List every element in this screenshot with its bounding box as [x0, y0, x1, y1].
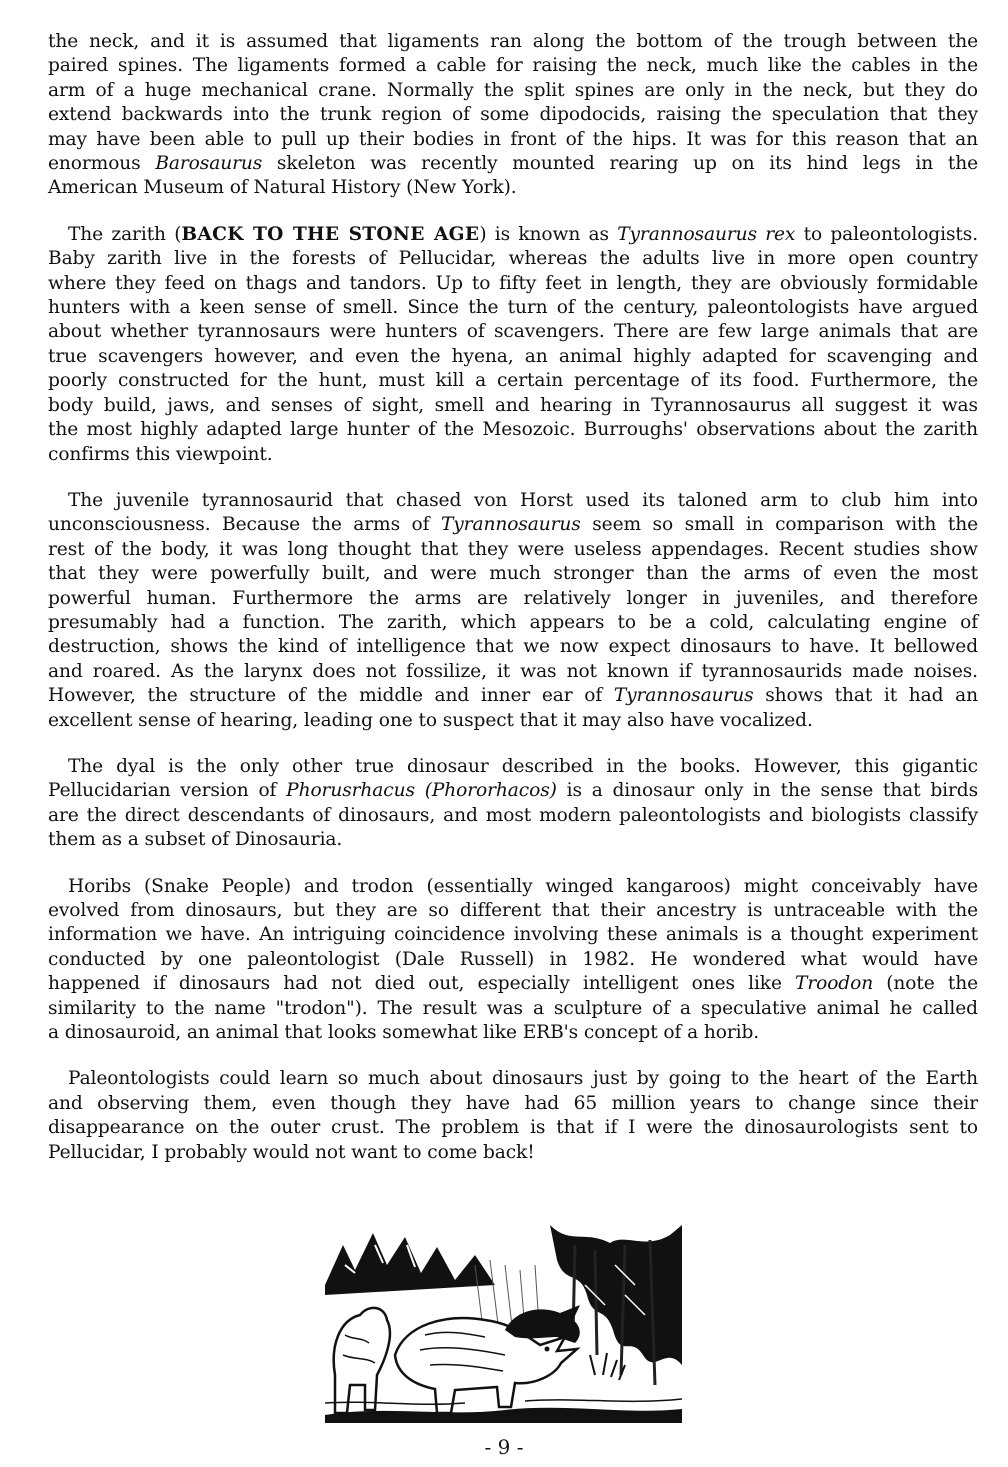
book-title: BACK TO THE STONE AGE: [181, 223, 480, 245]
text-line: and roared. As the larynx does not fossilize, it was not known if tyrannosaurids made noises.: [48, 660, 978, 682]
body-text: [48, 30, 978, 1165]
text-line: Horibs (Snake People) and trodon (essentially winged kangaroos) might conceivably have: [68, 875, 978, 897]
italic-term: Phorusrhacus (Phororhacos): [286, 780, 557, 802]
text-line: the neck, and it is assumed that ligaments ran along the bottom of the trough between the: [48, 31, 978, 52]
text-line: similarity to the name "trodon"). The result was a sculpture of a speculative animal he called: [48, 997, 978, 1019]
text-line: and observing them, even though they have had 65 million years to change since their: [48, 1092, 978, 1114]
text-line: hunters with a keen sense of smell. Since the turn of the century, paleontologists have argued: [48, 297, 978, 319]
text-line: Paleontologists could learn so much about dinosaurs just by going to the heart of the Earth: [68, 1068, 978, 1090]
text-line: Pellucidarian version of Phorusrhacus (Phororhacos) is a dinosaur only in the sense that birds: [48, 780, 979, 802]
text-line: presumably had a function. The zarith, which appears to be a cold, calculating engine of: [48, 611, 978, 633]
text-line: true scavengers however, and even the hyena, an animal highly adapted for scavenging and: [48, 345, 978, 367]
text-line: arm of a huge mechanical crane. Normally the split spines are only in the neck, but they do: [48, 79, 978, 101]
paragraph: [48, 1067, 978, 1165]
text-line: The zarith (BACK TO THE STONE AGE) is known as Tyrannosaurus rex to paleontologists.: [68, 223, 979, 245]
dinosaur-illustration: [325, 1225, 682, 1423]
italic-term: Barosaurus: [155, 153, 263, 175]
paragraph: [48, 755, 978, 853]
text-line: information we have. An intriguing coincidence involving these animals is a thought experiment: [48, 924, 978, 946]
text-line: conducted by one paleontologist (Dale Russell) in 1982. He wondered what would have: [48, 948, 978, 970]
italic-term: Tyrannosaurus rex: [617, 223, 796, 245]
text-line: confirms this viewpoint.: [48, 443, 273, 465]
italic-term: Tyrannosaurus: [440, 514, 581, 536]
text-line: powerful human. Furthermore the arms are relatively longer in juveniles, and therefore: [48, 587, 978, 609]
paragraph: [48, 489, 978, 733]
text-line: evolved from dinosaurs, but they are so different that their ancestry is untraceable with the: [48, 900, 978, 921]
text-line: excellent sense of hearing, leading one to suspect that it may also have vocalized.: [48, 709, 813, 731]
text-line: enormous Barosaurus skeleton was recently mounted rearing up on its hind legs in the: [48, 153, 978, 175]
text-line: about whether tyrannosaurs were hunters of scavengers. There are few large animals that are: [48, 321, 978, 343]
text-line: are the direct descendants of dinosaurs, and most modern paleontologists and biologists classify: [48, 804, 978, 826]
text-line: them as a subset of Dinosauria.: [48, 829, 343, 851]
text-line: a dinosauroid, an animal that looks somewhat like ERB's concept of a horib.: [48, 1022, 760, 1044]
text-line: Pellucidar, I probably would not want to come back!: [48, 1141, 535, 1163]
text-line: the most highly adapted large hunter of the Mesozoic. Burroughs' observations about the zarith: [48, 419, 978, 441]
text-line: American Museum of Natural History (New York).: [48, 177, 517, 199]
text-line: happened if dinosaurs had not died out, especially intelligent ones like Troodon (note the: [48, 973, 978, 995]
italic-term: Tyrannosaurus: [613, 685, 754, 707]
paragraph: [48, 30, 978, 201]
text-line: The dyal is the only other true dinosaur described in the books. However, this gigantic: [68, 755, 978, 777]
text-line: body build, jaws, and senses of sight, smell and hearing in Tyrannosaurus all suggest it was: [48, 394, 978, 416]
text-line: that they were powerfully built, and were much stronger than the arms of even the most: [48, 563, 978, 585]
text-line: Baby zarith live in the forests of Pellucidar, whereas the adults live in more open country: [48, 248, 978, 270]
paragraph: [48, 223, 978, 467]
text-line: unconsciousness. Because the arms of Tyrannosaurus seem so small in comparison with the: [48, 514, 978, 536]
paragraph: [48, 875, 978, 1046]
text-line: The juvenile tyrannosaurid that chased von Horst used its taloned arm to club him into: [68, 489, 978, 511]
text-line: may have been able to pull up their bodies in front of the hips. It was for this reason that an: [48, 128, 978, 150]
text-line: disappearance on the outer crust. The problem is that if I were the dinosaurologists sent to: [48, 1117, 978, 1139]
italic-term: Troodon: [795, 973, 874, 995]
text-line: poorly constructed for the hunt, must kill a certain percentage of its food. Furthermore, the: [48, 370, 978, 392]
text-line: destruction, shows the kind of intelligence that we now expect dinosaurs to have. It bellowed: [48, 636, 978, 658]
text-line: paired spines. The ligaments formed a cable for raising the neck, much like the cables in the: [48, 55, 978, 77]
text-line: where they feed on thags and tandors. Up to fifty feet in length, they are obviously formidable: [48, 272, 978, 294]
text-line: extend backwards into the trunk region of some dipodocids, raising the speculation that they: [48, 104, 978, 126]
page-number: - 9 -: [484, 1435, 524, 1459]
text-line: However, the structure of the middle and inner ear of Tyrannosaurus shows that it had an: [48, 685, 978, 707]
text-line: rest of the body, it was long thought that they were useless appendages. Recent studies show: [48, 538, 978, 560]
